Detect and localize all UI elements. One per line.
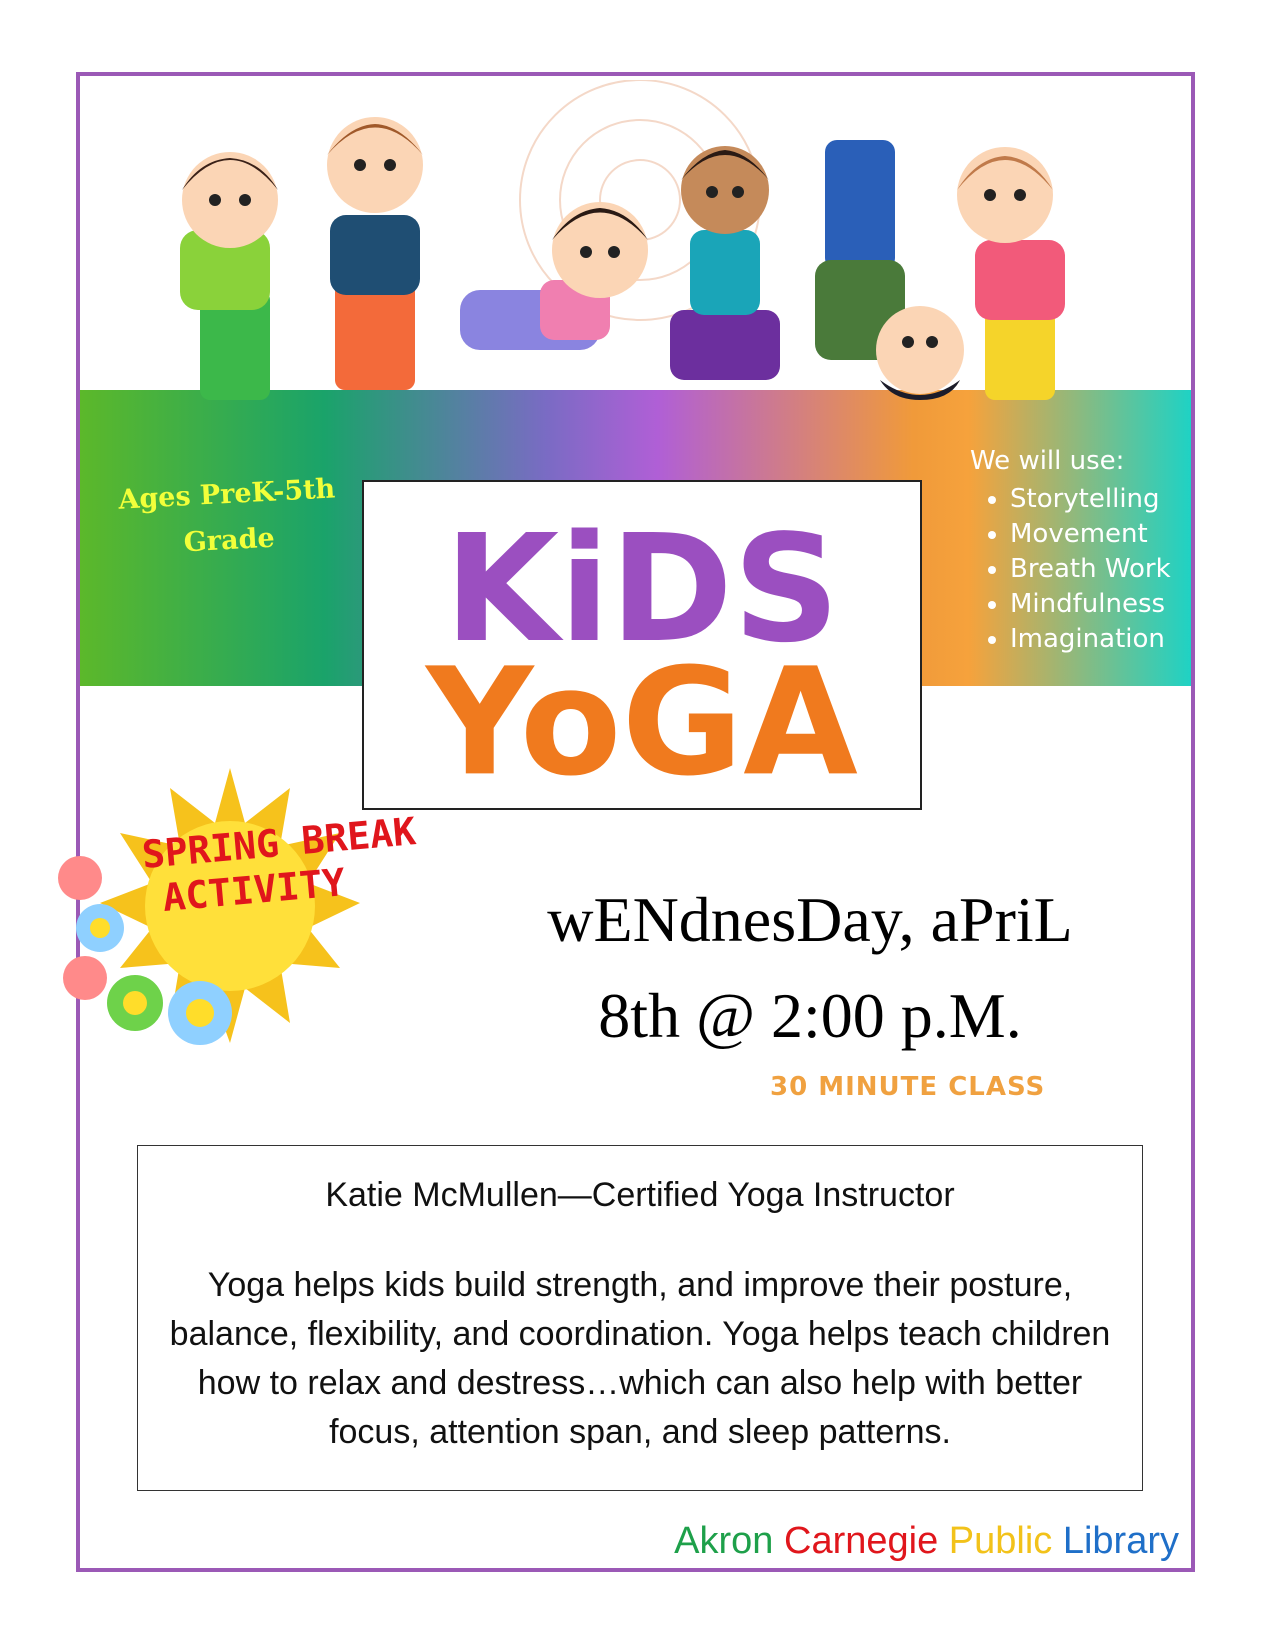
library-word-public: Public xyxy=(948,1520,1053,1562)
kid-2-figure xyxy=(327,117,423,390)
kid-1-figure xyxy=(180,152,278,400)
event-date xyxy=(440,872,1180,1064)
event-date-line-2: 8th @ 2:00 p.M. xyxy=(598,980,1022,1051)
instructor-name: Katie McMullen—Certified Yoga Instructor xyxy=(325,1176,955,1214)
event-date-line-1: wENdnesDay, aPriL xyxy=(547,884,1073,955)
kid-4-figure xyxy=(670,146,780,380)
spring-break-badge xyxy=(40,768,440,1058)
activity-item: • Movement xyxy=(1010,517,1171,552)
kids-yoga-logo xyxy=(362,480,922,810)
kid-3-figure xyxy=(460,202,648,350)
library-word-akron: Akron xyxy=(674,1520,774,1562)
activities-list xyxy=(970,446,1171,657)
badge-line-2: ACTIVITY xyxy=(160,860,347,920)
activity-item: • Imagination xyxy=(1010,622,1171,657)
logo-line-2: YoGA xyxy=(426,635,858,808)
kid-5-figure xyxy=(815,140,964,400)
badge-line-1: SPRING BREAK xyxy=(140,809,418,877)
info-box xyxy=(137,1145,1143,1491)
activities-title: We will use: xyxy=(970,446,1125,476)
yoga-description: Yoga helps kids build strength, and improve their posture, balance, flexibility, and coordination. Yoga helps teach children how to relax and destress…which can also help with better focus, attention span, and sleep patterns. xyxy=(169,1266,1111,1451)
kids-yoga-illustration xyxy=(80,80,1191,420)
class-duration: 30 MINUTE CLASS xyxy=(770,1072,1046,1102)
ages-label: Ages PreK-5th Grade xyxy=(117,473,336,559)
activity-item: • Storytelling xyxy=(1010,482,1171,517)
logo-line-1: KiDS xyxy=(444,502,840,676)
activity-item: • Breath Work xyxy=(1010,552,1171,587)
library-name xyxy=(674,1520,1179,1563)
library-word-carnegie: Carnegie xyxy=(784,1520,939,1562)
activity-item: • Mindfulness xyxy=(1010,587,1171,622)
library-word-library: Library xyxy=(1062,1520,1179,1562)
kid-6-figure xyxy=(957,147,1065,400)
